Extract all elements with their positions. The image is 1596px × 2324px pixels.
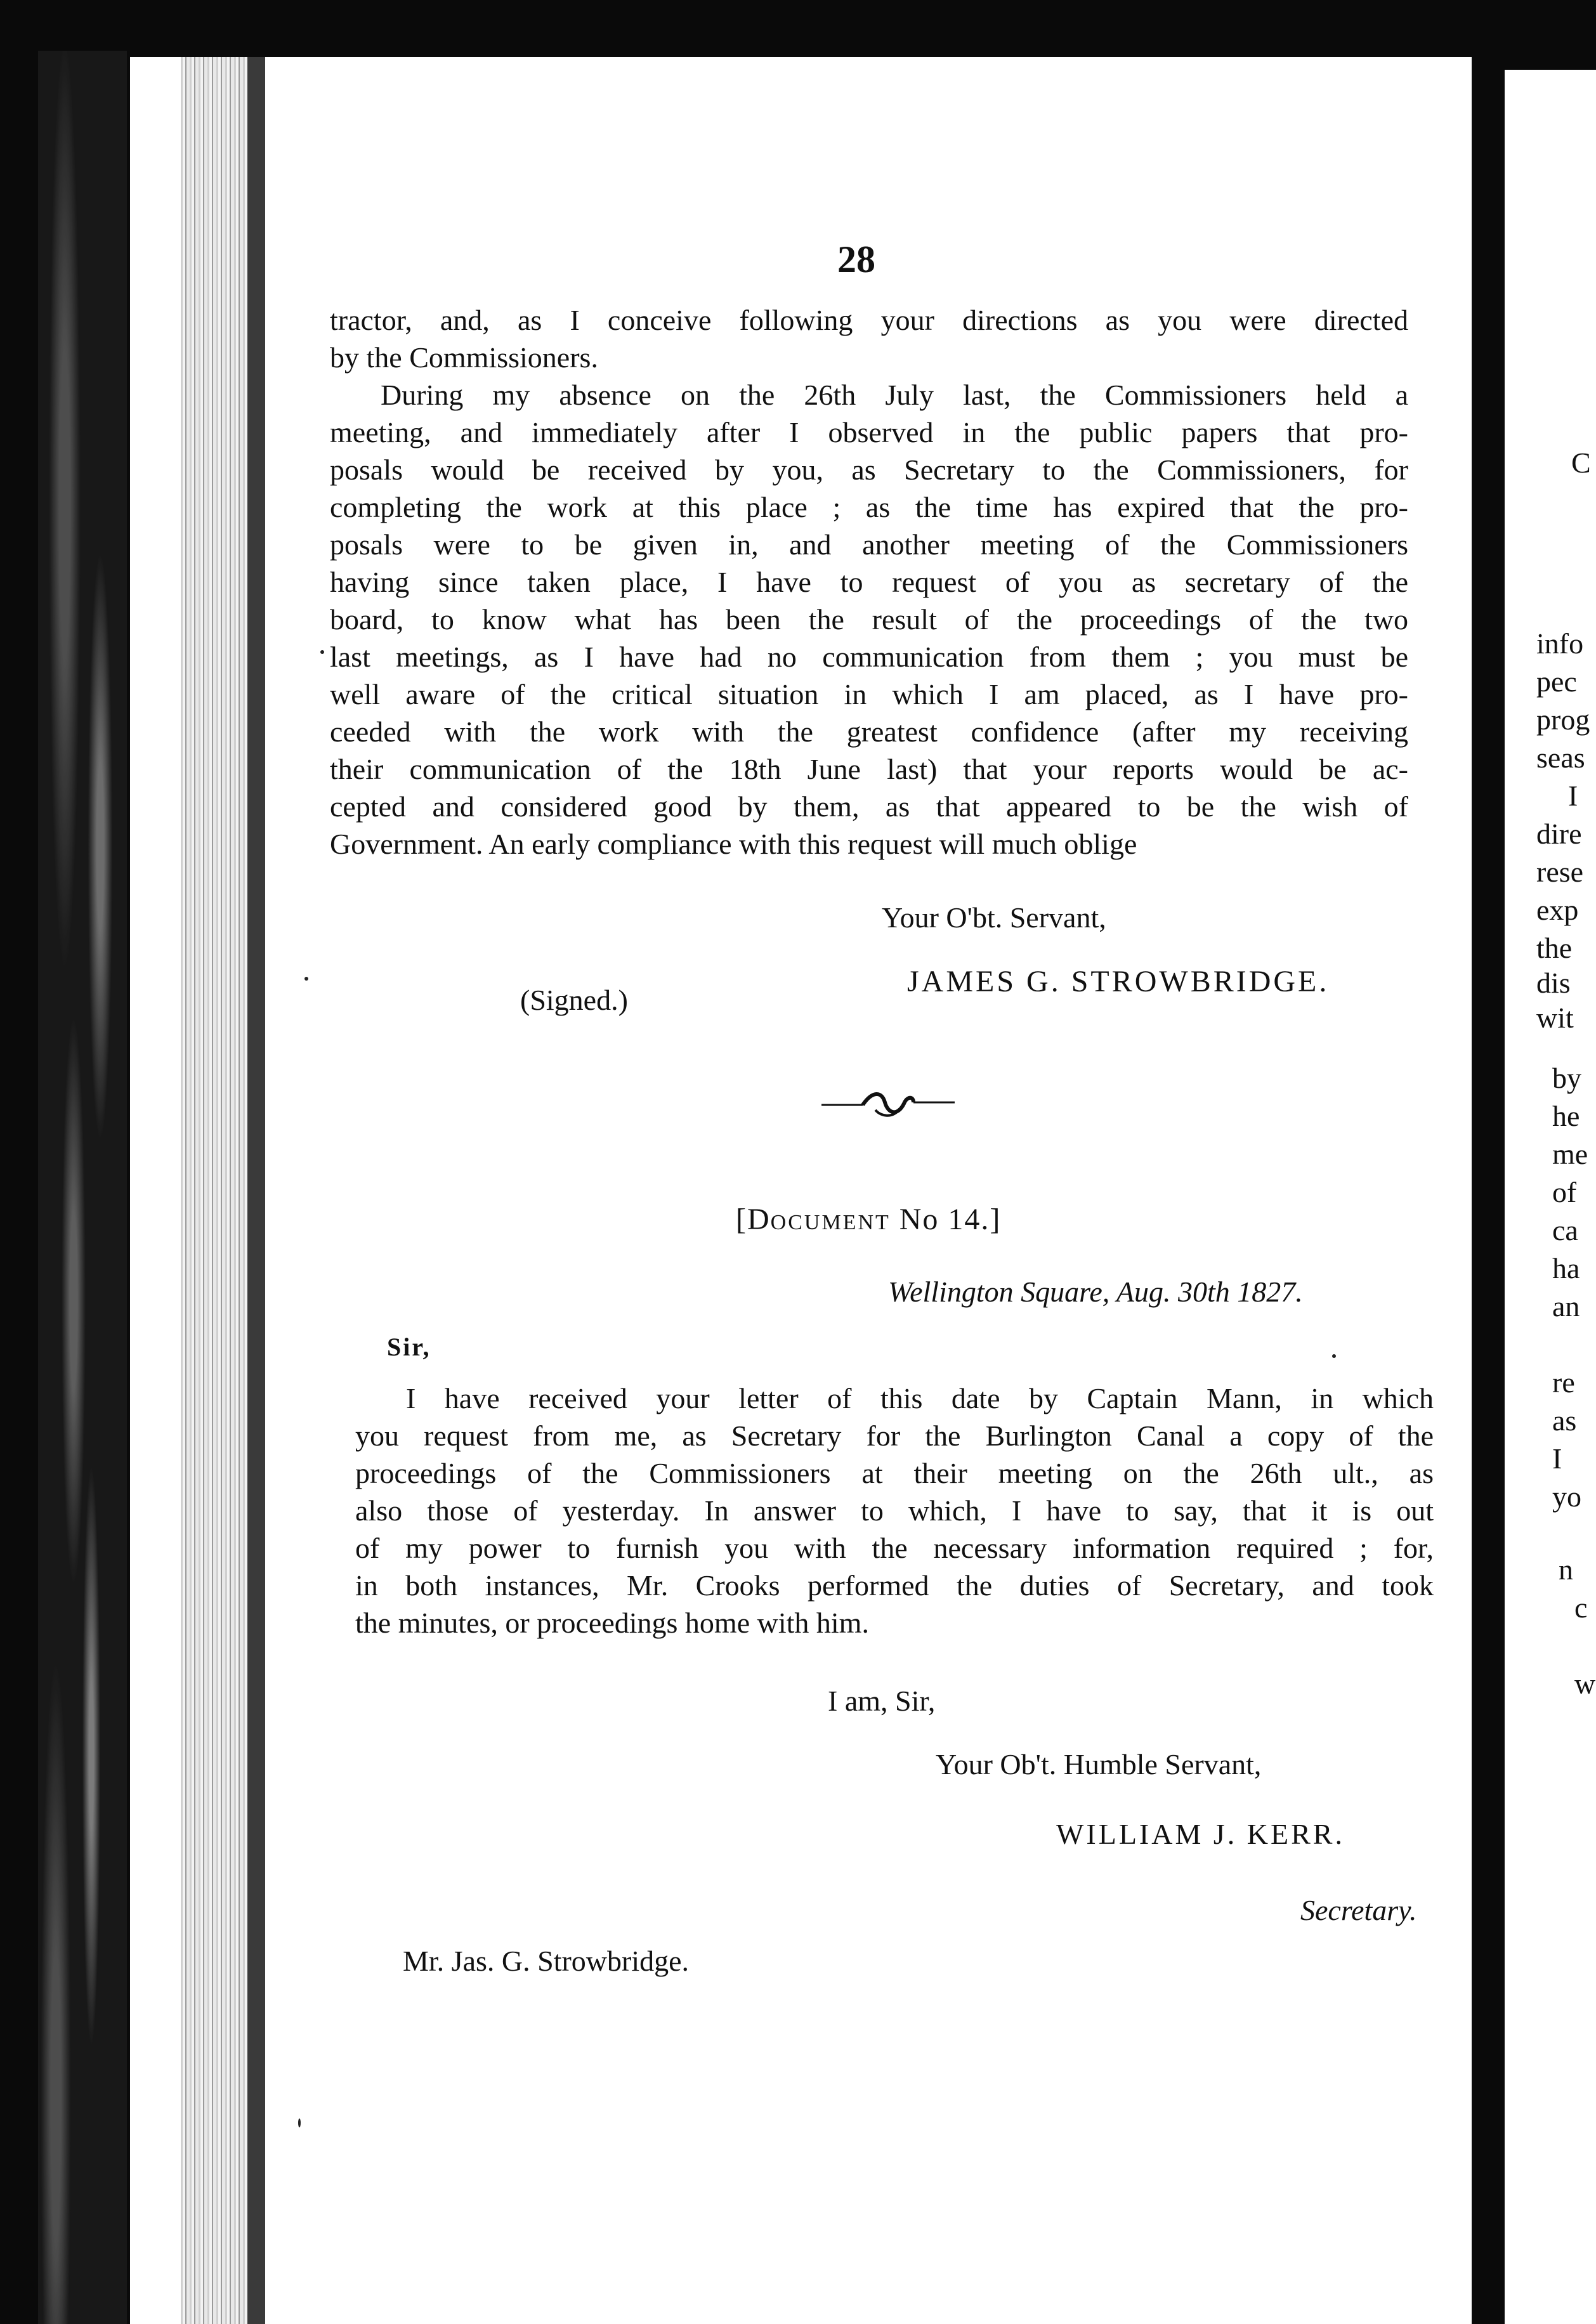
ink-speck xyxy=(320,650,324,654)
closing-line-1: I am, Sir, xyxy=(828,1685,936,1717)
flyleaf-edge xyxy=(130,89,181,2324)
fragment: rese xyxy=(1536,856,1584,888)
heading-rest: No 14.] xyxy=(890,1203,1002,1236)
ink-speck xyxy=(304,977,308,981)
text-line: I have received your letter of this date by Captain Mann, in which xyxy=(406,1382,1434,1414)
text-line: posals would be received by you, as Secretary to the Commissioners, for xyxy=(330,454,1408,486)
ink-speck xyxy=(1332,1354,1336,1358)
text-line: cepted and considered good by them, as that appeared to be the wish of xyxy=(330,790,1408,823)
fragment: the xyxy=(1536,932,1573,964)
fragment: seas xyxy=(1536,741,1585,774)
closing-line-2: Your Ob't. Humble Servant, xyxy=(936,1748,1262,1780)
fragment: C xyxy=(1571,447,1591,479)
text-line: in both instances, Mr. Crooks performed the duties of Secretary, and took xyxy=(355,1569,1434,1602)
signatory-title: Secretary. xyxy=(1300,1894,1417,1926)
fragment: c xyxy=(1574,1591,1588,1624)
fragment: I xyxy=(1568,780,1578,812)
text-line: their communication of the 18th June last) that your reports would be ac- xyxy=(330,753,1408,785)
text-line: the minutes, or proceedings home with him. xyxy=(355,1607,869,1639)
fragment: prog xyxy=(1536,703,1590,736)
fragment: as xyxy=(1552,1404,1577,1437)
text-line: meeting, and immediately after I observed in the public papers that pro- xyxy=(330,416,1408,448)
fragment: yo xyxy=(1552,1480,1581,1513)
text-line: also those of yesterday. In answer to which, I have to say, that it is out xyxy=(355,1494,1434,1527)
text-line: completing the work at this place ; as the time has expired that the pro- xyxy=(330,491,1408,523)
text-line: by the Commissioners. xyxy=(330,341,598,374)
fragment: I xyxy=(1552,1442,1562,1475)
text-line: Government. An early compliance with this request will much oblige xyxy=(330,828,1137,860)
fragment: ha xyxy=(1552,1252,1580,1284)
fragment: n xyxy=(1559,1553,1573,1586)
text-line: of my power to furnish you with the necessary information required ; for, xyxy=(355,1532,1434,1564)
fragment: dire xyxy=(1536,818,1582,850)
letter-closing: Your O'bt. Servant, xyxy=(882,901,1106,934)
fragment: info xyxy=(1536,627,1584,660)
text-line: you request from me, as Secretary for the Burlington Canal a copy of the xyxy=(355,1420,1434,1452)
fragment: he xyxy=(1552,1100,1580,1132)
signature-strowbridge: JAMES G. STROWBRIDGE. xyxy=(907,965,1330,998)
fragment: re xyxy=(1552,1366,1575,1399)
salutation: Sir, xyxy=(387,1333,431,1361)
ornament-divider-icon xyxy=(818,1085,958,1123)
text-line: ceeded with the work with the greatest confidence (after my receiving xyxy=(330,715,1408,748)
heading-smallcaps: OCUMENT xyxy=(770,1211,891,1234)
scan-border-top-right xyxy=(1505,0,1596,70)
scan-gutter-right xyxy=(1472,0,1505,2324)
addressee: Mr. Jas. G. Strowbridge. xyxy=(403,1945,690,1977)
binding-gutter xyxy=(247,57,265,2324)
page-number: 28 xyxy=(837,238,875,280)
fragment: wit xyxy=(1536,1002,1574,1034)
marbled-endpaper xyxy=(38,51,127,2324)
letter-strowbridge-body xyxy=(330,301,1408,863)
fragment: me xyxy=(1552,1138,1588,1170)
signed-note: (Signed.) xyxy=(520,984,628,1016)
fragment: pec xyxy=(1536,665,1577,698)
fragment: w xyxy=(1574,1668,1596,1700)
text-line: posals were to be given in, and another meeting of the Commissioners xyxy=(330,528,1408,561)
fragment: of xyxy=(1552,1176,1577,1208)
text-line: having since taken place, I have to request of you as secretary of the xyxy=(330,566,1408,598)
dateline: Wellington Square, Aug. 30th 1827. xyxy=(888,1276,1303,1308)
signature-kerr: WILLIAM J. KERR. xyxy=(1056,1818,1345,1850)
text-line: board, to know what has been the result of the proceedings of the two xyxy=(330,603,1408,636)
ink-speck xyxy=(298,2118,301,2127)
text-line: well aware of the critical situation in which I am placed, as I have pro- xyxy=(330,678,1408,710)
text-line: last meetings, as I have had no communication from them ; you must be xyxy=(330,641,1408,673)
fragment: an xyxy=(1552,1290,1580,1322)
facing-page-text xyxy=(1505,70,1596,2324)
heading-open: [D xyxy=(736,1203,771,1236)
letter-kerr-body xyxy=(355,1380,1434,1642)
fragment: dis xyxy=(1536,967,1571,999)
fragment: by xyxy=(1552,1062,1581,1094)
fragment: exp xyxy=(1536,894,1579,926)
document-heading xyxy=(736,1202,1001,1237)
fragment: ca xyxy=(1552,1214,1578,1246)
text-line: proceedings of the Commissioners at their meeting on the 26th ult., as xyxy=(355,1457,1434,1489)
text-line: During my absence on the 26th July last, the Commissioners held a xyxy=(381,379,1408,411)
text-line: tractor, and, as I conceive following your directions as you were directed xyxy=(330,304,1408,336)
scan-border-top xyxy=(130,0,1596,57)
